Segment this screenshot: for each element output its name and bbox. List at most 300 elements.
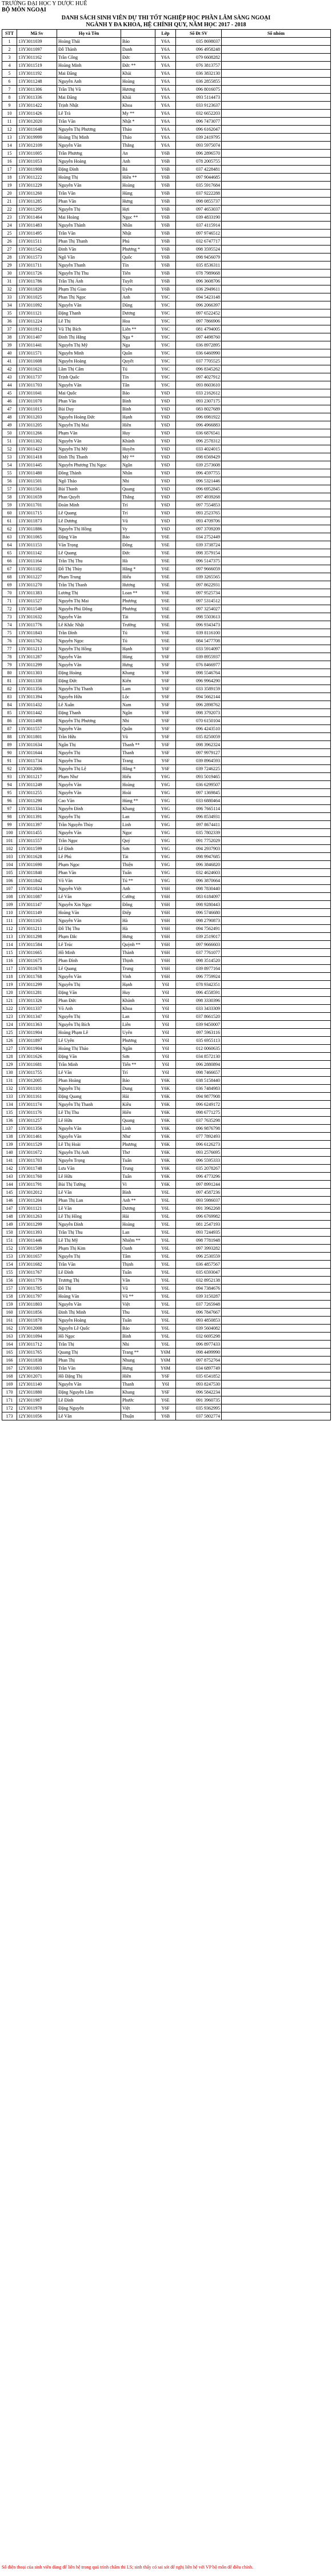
row-given-name: Lộc (121, 693, 155, 701)
row-surname: Nguyễn Văn (57, 1380, 121, 1388)
row-class: Y6K (155, 1077, 176, 1085)
row-given-name: Thanh (121, 1380, 155, 1388)
row-group (222, 1125, 331, 1133)
row-stt: 152 (2, 1245, 17, 1253)
row-surname: Phạm Đắc (57, 933, 121, 941)
table-row (2, 1380, 331, 1388)
row-given-name: Lam (121, 685, 155, 693)
table-row (2, 405, 331, 413)
row-group (222, 445, 331, 453)
row-phone: 039 8964593 (176, 757, 222, 765)
row-group (222, 589, 331, 597)
row-given-name: Thanh ** (121, 741, 155, 749)
row-stt: 11 (2, 118, 17, 126)
row-phone: 033 4024015 (176, 445, 222, 453)
row-surname: Lương Thị (57, 589, 121, 597)
row-student-id: 13Y3011142 (17, 549, 57, 557)
row-given-name: Vũ (121, 1285, 155, 1293)
table-row (2, 110, 331, 118)
row-surname: Nguyễn Thị Mai (57, 597, 121, 605)
row-given-name: Nhi (121, 1341, 155, 1349)
row-given-name: Khải (121, 94, 155, 102)
row-surname: Hoàng Thị Thảo (57, 1045, 121, 1053)
row-class: Y6C (155, 301, 176, 309)
row-student-id: 13Y3011298 (17, 933, 57, 941)
row-phone: 093 8247530 (176, 1380, 222, 1388)
row-surname: Trần Công (57, 54, 121, 62)
row-surname: Nguyễn Văn (57, 829, 121, 837)
row-phone: 097 8674411 (176, 821, 222, 829)
row-phone: 039 8955937 (176, 653, 222, 661)
row-group (222, 421, 331, 429)
row-stt: 114 (2, 941, 17, 949)
row-student-id: 13Y3011266 (17, 429, 57, 437)
row-phone: 097 8622931 (176, 581, 222, 589)
row-class: Y6E (155, 557, 176, 565)
row-surname: Phan Thị Lan (57, 1197, 121, 1205)
row-student-id: 13Y3011870 (17, 1317, 57, 1325)
row-stt: 79 (2, 661, 17, 669)
row-stt: 148 (2, 1213, 17, 1221)
row-group (222, 1021, 331, 1029)
row-stt: 121 (2, 997, 17, 1005)
row-class: Y6E (155, 1396, 176, 1404)
row-student-id: 13Y3011608 (17, 357, 57, 365)
row-surname: Võ Văn (57, 877, 121, 885)
table-row (2, 933, 331, 941)
row-stt: 120 (2, 989, 17, 997)
row-given-name: Ngân (121, 1045, 155, 1053)
row-phone: 096 6126273 (176, 1141, 222, 1149)
row-class: Y6K (155, 1085, 176, 1093)
row-class: Y6E (155, 565, 176, 573)
row-stt: 118 (2, 973, 17, 981)
row-group (222, 517, 331, 525)
row-stt: 34 (2, 301, 17, 309)
row-surname: Nguyễn Hoàng Đức (57, 413, 121, 421)
row-student-id: 13Y3011703 (17, 1157, 57, 1165)
header-class: Lớp (155, 30, 176, 38)
row-stt: 45 (2, 389, 17, 397)
row-phone: 096 6249172 (176, 1101, 222, 1109)
row-surname: Nguyễn Văn (57, 381, 121, 389)
row-class: Y6K (155, 1157, 176, 1165)
row-stt: 131 (2, 1077, 17, 1085)
row-phone: 096 4773296 (176, 1173, 222, 1181)
row-group (222, 749, 331, 757)
row-stt: 38 (2, 333, 17, 341)
table-row (2, 1005, 331, 1013)
row-surname: Trần Văn (57, 118, 121, 126)
row-phone: 039 2519017 (176, 933, 222, 941)
row-phone: 039 2573608 (176, 461, 222, 469)
row-group (222, 1037, 331, 1045)
row-class: Y6E (155, 637, 176, 645)
row-group (222, 813, 331, 821)
row-group (222, 973, 331, 981)
row-student-id: 13Y3011561 (17, 485, 57, 493)
row-phone: 096 6981922 (176, 413, 222, 421)
row-surname: Phan Thị Thanh (57, 238, 121, 245)
row-student-id: 13Y3011690 (17, 861, 57, 869)
row-class: Y6F (155, 685, 176, 693)
row-surname: Bùi Duy (57, 405, 121, 413)
table-row (2, 805, 331, 813)
footnote: Số điện thoại của sinh viên dùng để liên hệ trong quá trình chấm thi LS; sinh thấy có sai sót để nghị liên hệ với VP bộ môn để điều chỉnh. (2, 2565, 254, 2570)
row-class: Y6K (155, 1101, 176, 1109)
row-student-id: 13Y3011634 (17, 741, 57, 749)
row-group (222, 198, 331, 206)
row-class: Y6F (155, 645, 176, 653)
row-surname: Nguyễn Thị (57, 813, 121, 821)
row-given-name: Hùng ** (121, 797, 155, 805)
row-group (222, 1357, 331, 1365)
row-surname: Văn Trọng (57, 541, 121, 549)
row-surname: Nguyễn Thị Mỹ (57, 445, 121, 453)
table-row (2, 1253, 331, 1261)
row-group (222, 925, 331, 933)
table-row (2, 733, 331, 741)
row-given-name: Vy (121, 525, 155, 533)
row-phone: 037 7265948 (176, 1301, 222, 1309)
row-group (222, 182, 331, 190)
row-stt: 33 (2, 293, 17, 301)
row-given-name: Sơn (121, 845, 155, 853)
row-given-name: Bình (121, 1333, 155, 1341)
row-surname: Đặng Thanh (57, 309, 121, 317)
row-stt: 21 (2, 198, 17, 206)
row-phone: 036 8972895 (176, 341, 222, 349)
row-class: Y6E (155, 605, 176, 613)
row-given-name: Quyết (121, 357, 155, 365)
row-phone: 037 4228481 (176, 166, 222, 174)
row-stt: 104 (2, 861, 17, 869)
row-student-id: 13Y3011229 (17, 182, 57, 190)
row-surname: Trần Thị Vũ (57, 86, 121, 94)
row-surname: Nguyễn Văn (57, 142, 121, 150)
row-class: Y6D (155, 453, 176, 461)
table-row (2, 1229, 331, 1237)
row-class: Y6I (155, 1021, 176, 1029)
row-phone: 097 3993282 (176, 1245, 222, 1253)
row-class: Y6B (155, 206, 176, 214)
row-group (222, 397, 331, 405)
row-surname: Phạm Văn (57, 429, 121, 437)
row-phone: 037 7705525 (176, 357, 222, 365)
table-row (2, 709, 331, 717)
table-row (2, 517, 331, 525)
row-surname: Nguyễn Thành (57, 222, 121, 230)
row-phone: 096 6162047 (176, 126, 222, 134)
row-given-name: Quân (121, 349, 155, 357)
row-student-id: 13Y3011347 (17, 1013, 57, 1021)
row-group (222, 1165, 331, 1173)
row-student-id: 13Y3011303 (17, 669, 57, 677)
row-given-name: Tú (121, 365, 155, 373)
table-row (2, 1029, 331, 1037)
row-student-id: 13Y3011397 (17, 821, 57, 829)
row-group (222, 1269, 331, 1277)
row-surname: Nguyễn Xin Ngọc (57, 901, 121, 909)
row-phone: 097 4027912 (176, 373, 222, 381)
row-stt: 136 (2, 1117, 17, 1125)
row-stt: 139 (2, 1141, 17, 1149)
row-group (222, 54, 331, 62)
row-stt: 50 (2, 429, 17, 437)
row-student-id: 13Y3011445 (17, 461, 57, 469)
row-stt: 127 (2, 1045, 17, 1053)
row-class: Y6E (155, 621, 176, 629)
row-surname: Lê Văn (57, 1189, 121, 1197)
row-phone: 076 3813757 (176, 62, 222, 70)
row-phone: 093 5986037 (176, 1197, 222, 1205)
row-class: Y6L (155, 1285, 176, 1293)
row-given-name: Dũng (121, 301, 155, 309)
row-student-id: 13Y3012020 (17, 118, 57, 126)
row-class: Y6A (155, 46, 176, 54)
row-group (222, 853, 331, 861)
row-phone: 098 7830440 (176, 885, 222, 893)
table-row (2, 757, 331, 765)
row-phone: 039 3150287 (176, 1293, 222, 1301)
row-phone: 036 2949611 (176, 285, 222, 293)
row-stt: 25 (2, 230, 17, 238)
row-surname: Vũ Thị Bích (57, 325, 121, 333)
row-group (222, 1053, 331, 1061)
row-student-id: 13Y3011644 (17, 749, 57, 757)
row-student-id: 13Y3011912 (17, 325, 57, 333)
row-group (222, 70, 331, 78)
row-surname: Lê Uyên (57, 1037, 121, 1045)
row-student-id: 13Y3011363 (17, 1021, 57, 1029)
table-row (2, 1301, 331, 1309)
row-stt: 129 (2, 1061, 17, 1069)
row-class: Y6L (155, 1293, 176, 1301)
row-class: Y6L (155, 1333, 176, 1341)
row-given-name: An (121, 150, 155, 158)
row-group (222, 301, 331, 309)
row-given-name: Lan (121, 813, 155, 821)
row-student-id: 13Y3011628 (17, 853, 57, 861)
row-given-name: Thắng (121, 142, 155, 150)
row-phone: 083 8027689 (176, 405, 222, 413)
row-surname: Đinh Thị Thanh (57, 453, 121, 461)
row-stt: 36 (2, 317, 17, 325)
row-group (222, 741, 331, 749)
row-class: Y6K (155, 1165, 176, 1173)
row-group (222, 1157, 331, 1165)
row-phone: 096 2578312 (176, 437, 222, 445)
row-student-id: 13Y3011501 (17, 477, 57, 485)
row-surname: Nguyễn Thị (57, 981, 121, 989)
row-given-name: Hiền (121, 1372, 155, 1380)
row-group (222, 1013, 331, 1021)
row-group (222, 1341, 331, 1349)
row-group (222, 669, 331, 677)
row-phone: 097 9666059 (176, 565, 222, 573)
row-student-id: 13Y3011092 (17, 301, 57, 309)
row-class: Y6G (155, 813, 176, 821)
row-stt: 88 (2, 733, 17, 741)
row-group (222, 1197, 331, 1205)
row-group (222, 629, 331, 637)
row-student-id: 13Y3011094 (17, 1333, 57, 1341)
row-group (222, 190, 331, 198)
row-stt: 86 (2, 717, 17, 725)
row-stt: 56 (2, 477, 17, 485)
row-given-name: Phú (121, 238, 155, 245)
row-student-id: 13Y3011255 (17, 789, 57, 797)
table-row (2, 1388, 331, 1396)
row-surname: Nguyễn Văn (57, 661, 121, 669)
row-group (222, 134, 331, 142)
row-surname: Phạm Thị Kim (57, 1245, 121, 1253)
row-student-id: 13Y3011557 (17, 837, 57, 845)
row-stt: 117 (2, 965, 17, 973)
row-student-id: 13Y3011174 (17, 1101, 57, 1109)
row-group (222, 413, 331, 421)
table-row (2, 533, 331, 541)
row-group (222, 1229, 331, 1237)
row-student-id: 13Y3011856 (17, 1309, 57, 1317)
row-phone: 036 2855855 (176, 78, 222, 86)
table-row (2, 1285, 331, 1293)
row-class: Y6A (155, 38, 176, 46)
row-student-id: 13Y3011703 (17, 381, 57, 389)
row-group (222, 477, 331, 485)
row-stt: 40 (2, 349, 17, 357)
row-given-name: Hải (121, 1213, 155, 1221)
row-phone: 097 8991244 (176, 1181, 222, 1189)
row-given-name: Hưng (121, 933, 155, 941)
row-given-name: Bình (121, 397, 155, 405)
table-row (2, 549, 331, 557)
row-student-id: 13Y3011659 (17, 493, 57, 501)
row-surname: Nguyễn Văn (57, 917, 121, 925)
row-group (222, 885, 331, 893)
table-row (2, 1396, 331, 1404)
row-student-id: 13Y3011039 (17, 38, 57, 46)
row-surname: Trần Văn (57, 1261, 121, 1269)
row-group (222, 1317, 331, 1325)
row-surname: Đặng Quang (57, 1093, 121, 1101)
row-student-id: 13Y3011224 (17, 317, 57, 325)
row-stt: 19 (2, 182, 17, 190)
row-group (222, 1309, 331, 1317)
row-surname: Ngô Văn (57, 253, 121, 261)
row-stt: 5 (2, 70, 17, 78)
row-surname: Lê Thị Mỹ (57, 1237, 121, 1245)
row-student-id: 13Y3011263 (17, 1213, 57, 1221)
row-class: Y6B (155, 238, 176, 245)
row-student-id: 13Y3011678 (17, 965, 57, 973)
row-student-id: 13Y3011211 (17, 925, 57, 933)
row-class: Y6F (155, 757, 176, 765)
row-group (222, 789, 331, 797)
row-surname: Phạm Ngọc (57, 861, 121, 869)
row-class: Y6F (155, 669, 176, 677)
row-given-name: Tín (121, 373, 155, 381)
row-class: Y6D (155, 477, 176, 485)
row-phone: 094 7384676 (176, 1285, 222, 1293)
table-row (2, 437, 331, 445)
row-student-id: 13Y3011423 (17, 445, 57, 453)
row-student-id: 13Y3011621 (17, 365, 57, 373)
row-stt: 26 (2, 238, 17, 245)
row-phone: 037 9222288 (176, 190, 222, 198)
row-given-name: Bình (121, 405, 155, 413)
row-given-name: Ngân (121, 709, 155, 717)
row-class: Y6A (155, 94, 176, 102)
row-group (222, 214, 331, 222)
row-stt: 151 (2, 1237, 17, 1245)
row-student-id: 13Y3011161 (17, 1093, 57, 1101)
row-given-name: Hạnh (121, 645, 155, 653)
row-group (222, 1325, 331, 1333)
row-surname: Nguyễn Thị (57, 749, 121, 757)
row-group (222, 38, 331, 46)
row-phone: 096 4966883 (176, 421, 222, 429)
row-stt: 66 (2, 557, 17, 565)
row-class: Y6H (155, 949, 176, 957)
row-stt: 97 (2, 805, 17, 813)
row-given-name: Tuấn (121, 1173, 155, 1181)
table-row (2, 821, 331, 829)
row-class: Y6G (155, 805, 176, 813)
row-student-id: 13Y3011356 (17, 1125, 57, 1133)
row-class: Y6C (155, 381, 176, 389)
row-stt: 156 (2, 1277, 17, 1285)
row-student-id: 13Y3011509 (17, 1245, 57, 1253)
row-surname: Nguyễn Phú Đông (57, 605, 121, 613)
row-class: Y6A (155, 134, 176, 142)
row-stt: 137 (2, 1125, 17, 1133)
row-student-id: 13Y3011838 (17, 1357, 57, 1365)
row-stt: 32 (2, 285, 17, 293)
row-class: Y6D (155, 421, 176, 429)
row-stt: 57 (2, 485, 17, 493)
row-group (222, 245, 331, 253)
row-phone: 093 2523765 (176, 509, 222, 517)
row-class: Y6G (155, 821, 176, 829)
row-surname: Hồ Đặng Thị (57, 1372, 121, 1380)
row-surname: Lê Đình (57, 845, 121, 853)
row-surname: Nguyễn Thị Thanh (57, 685, 121, 693)
row-phone: 033 6880464 (176, 797, 222, 805)
table-row (2, 453, 331, 461)
row-stt: 149 (2, 1221, 17, 1229)
row-class: Y6D (155, 413, 176, 421)
row-surname: Trần Hữu (57, 733, 121, 741)
row-class: Y6G (155, 845, 176, 853)
row-class: Y6C (155, 325, 176, 333)
row-surname: Nguyễn Văn (57, 437, 121, 445)
row-class: Y6I (155, 1037, 176, 1045)
row-phone: 032 6747717 (176, 238, 222, 245)
row-student-id: 13Y3011065 (17, 533, 57, 541)
row-class: Y6I (155, 1013, 176, 1021)
row-class: Y6F (155, 677, 176, 685)
row-group (222, 1412, 331, 1420)
row-class: Y6D (155, 389, 176, 397)
row-surname: Nguyễn Văn (57, 301, 121, 309)
row-stt: 153 (2, 1253, 17, 1261)
row-stt: 89 (2, 741, 17, 749)
table-row (2, 245, 331, 253)
row-class: Y6F (155, 1372, 176, 1380)
row-student-id: 13Y3011336 (17, 94, 57, 102)
row-student-id: 13Y3011820 (17, 285, 57, 293)
